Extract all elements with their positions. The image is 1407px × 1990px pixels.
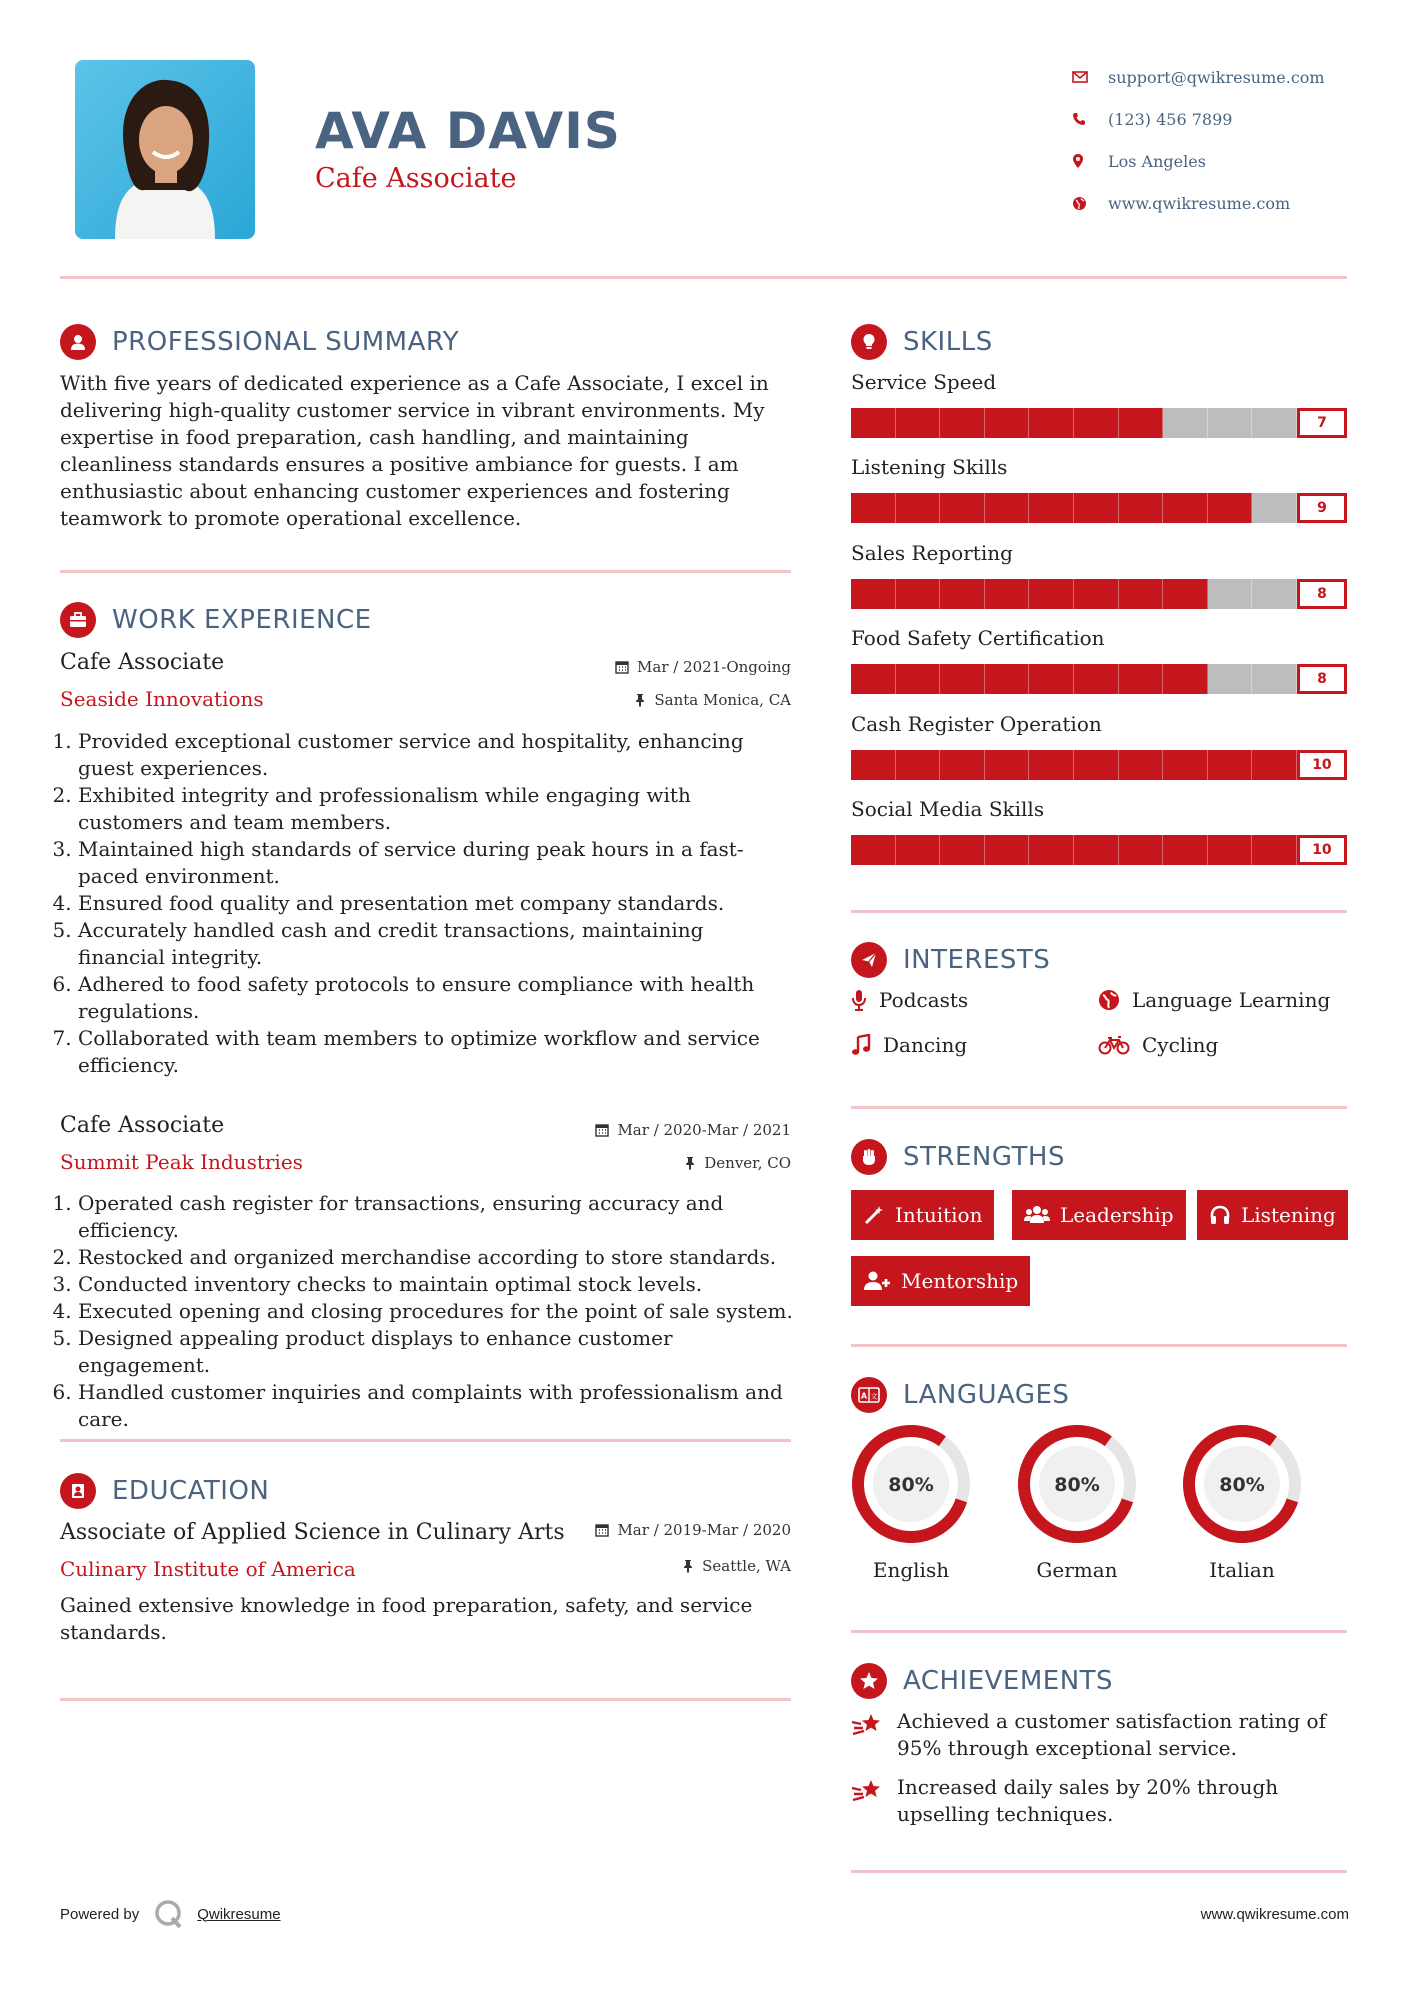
skill-segment-filled [851, 493, 896, 523]
skill-segment-filled [940, 579, 985, 609]
summary-title: PROFESSIONAL SUMMARY [112, 327, 460, 357]
pushpin-icon [634, 693, 646, 707]
skill-label: Listening Skills [851, 455, 1008, 480]
job-2-company: Summit Peak Industries [60, 1150, 303, 1174]
list-item: 3. Conducted inventory checks to maintain optimal stock levels. [78, 1271, 795, 1298]
list-item: 2. Exhibited integrity and professionalism while engaging with customers and team members. [78, 782, 795, 836]
skill-segment-filled [1208, 493, 1253, 523]
education-dates-text: Mar / 2019-Mar / 2020 [617, 1521, 791, 1539]
strength-listening [1197, 1190, 1348, 1240]
bicycle-icon [1098, 1035, 1130, 1055]
job-1-dates-text: Mar / 2021-Ongoing [637, 658, 791, 676]
svg-text:A: A [860, 1391, 868, 1401]
qwikresume-logo-icon [153, 1898, 185, 1930]
contact-location-text: Los Angeles [1108, 151, 1206, 171]
skill-segment-filled [896, 750, 941, 780]
language-name: German [1036, 1558, 1118, 1582]
job-2-dates [500, 1121, 791, 1139]
summary-divider [60, 570, 791, 573]
skill-segment-empty [1252, 493, 1297, 523]
language-icon [851, 1377, 887, 1413]
strengths-divider [851, 1344, 1347, 1347]
education-divider [60, 1698, 791, 1701]
skill-segment-filled [851, 408, 896, 438]
strength-label: Intuition [895, 1203, 983, 1227]
language-percent: 80% [1219, 1474, 1265, 1496]
language-ring [1182, 1424, 1302, 1544]
calendar-icon [595, 1123, 609, 1137]
pushpin-icon [684, 1156, 696, 1170]
skill-segment-filled [1252, 835, 1297, 865]
skill-segment-filled [1074, 408, 1119, 438]
skills-divider [851, 910, 1347, 913]
work-heading [60, 602, 372, 638]
achievement-text: Increased daily sales by 20% through upselling techniques. [897, 1775, 1279, 1826]
skill-segment-filled [1119, 664, 1164, 694]
headphones-icon [1209, 1204, 1231, 1226]
skill-segment-empty [1252, 579, 1297, 609]
interest-label: Cycling [1142, 1033, 1219, 1057]
achievements-heading [851, 1663, 1113, 1699]
job-1-company: Seaside Innovations [60, 687, 264, 711]
language-ring [851, 1424, 971, 1544]
skill-segment-filled [1029, 408, 1074, 438]
contact-location [1072, 140, 1325, 182]
fist-icon [851, 1139, 887, 1175]
language-percent: 80% [1054, 1474, 1100, 1496]
pushpin-icon [682, 1559, 694, 1573]
skill-bar [851, 493, 1347, 523]
language-item [1182, 1424, 1302, 1582]
skill-segment-filled [1074, 664, 1119, 694]
skill-segment-filled [851, 835, 896, 865]
language-name: English [872, 1558, 950, 1582]
skill-segment-filled [985, 835, 1030, 865]
skill-segment-empty [1252, 408, 1297, 438]
skill-segment-filled [1163, 664, 1208, 694]
skill-segment-filled [851, 579, 896, 609]
skill-segment-filled [1074, 835, 1119, 865]
job-2-bullets [60, 1190, 795, 1433]
skill-segment-filled [1074, 750, 1119, 780]
skill-segment-filled [851, 750, 896, 780]
education-text: Gained extensive knowledge in food preparation, safety, and service standards. [60, 1593, 753, 1644]
location-pin-icon [1072, 153, 1108, 169]
list-item: 1. Provided exceptional customer service and hospitality, enhancing guest experiences. [78, 728, 795, 782]
education-title: EDUCATION [112, 1476, 270, 1506]
header-divider [60, 276, 1347, 279]
group-icon [1024, 1204, 1050, 1226]
interest-label: Podcasts [879, 988, 969, 1012]
user-icon [60, 324, 96, 360]
achievement-item [851, 1708, 1351, 1762]
skill-segment-filled [1163, 493, 1208, 523]
contact-website-text: www.qwikresume.com [1108, 193, 1291, 213]
job-1-location-text: Santa Monica, CA [654, 691, 791, 709]
skill-segment-filled [985, 579, 1030, 609]
list-item: 1. Operated cash register for transactions, ensuring accuracy and efficiency. [78, 1190, 795, 1244]
interest-cycling [1098, 1033, 1218, 1057]
summary-heading [60, 324, 459, 360]
skill-segment-filled [985, 750, 1030, 780]
skill-segment-filled [1029, 579, 1074, 609]
job-2-location [500, 1154, 791, 1172]
achievements-title: ACHIEVEMENTS [903, 1666, 1114, 1696]
list-item: 6. Handled customer inquiries and complaints with professionalism and care. [78, 1379, 795, 1433]
education-degree: Associate of Applied Science in Culinary Arts [60, 1520, 565, 1545]
skill-bar [851, 750, 1347, 780]
skill-segment-filled [1029, 664, 1074, 694]
skill-segment-filled [1119, 835, 1164, 865]
job-2-title: Cafe Associate [60, 1113, 225, 1138]
magic-wand-icon [863, 1204, 885, 1226]
skill-segment-filled [940, 750, 985, 780]
shooting-star-icon [851, 1776, 883, 1804]
briefcase-icon [60, 602, 96, 638]
skill-segment-filled [1029, 835, 1074, 865]
skill-score: 8 [1297, 579, 1347, 609]
contact-email-text: support@qwikresume.com [1108, 67, 1325, 87]
shooting-star-icon [851, 1710, 883, 1738]
list-item: 5. Designed appealing product displays to enhance customer engagement. [78, 1325, 795, 1379]
strengths-title: STRENGTHS [903, 1142, 1065, 1172]
skill-segment-filled [940, 664, 985, 694]
skill-segment-filled [1163, 579, 1208, 609]
calendar-icon [595, 1523, 609, 1537]
skill-segment-empty [1163, 408, 1208, 438]
achievement-item [851, 1774, 1351, 1828]
skill-segment-filled [851, 664, 896, 694]
skill-score: 7 [1297, 408, 1347, 438]
interest-label: Language Learning [1132, 988, 1331, 1012]
contact-phone-text: (123) 456 7899 [1108, 109, 1233, 129]
education-location [500, 1557, 791, 1575]
interests-heading [851, 942, 1050, 978]
skill-segment-filled [1119, 408, 1164, 438]
footer-powered-by [60, 1898, 281, 1930]
job-2-location-text: Denver, CO [704, 1154, 791, 1172]
microphone-icon [851, 989, 867, 1011]
language-item [851, 1424, 971, 1582]
job-1-bullets [60, 728, 795, 1079]
svg-text:文: 文 [870, 1392, 878, 1401]
interests-title: INTERESTS [903, 945, 1051, 975]
language-percent: 80% [888, 1474, 934, 1496]
skills-heading [851, 324, 993, 360]
strength-label: Leadership [1060, 1203, 1174, 1227]
skill-segment-filled [1163, 835, 1208, 865]
language-item [1017, 1424, 1137, 1582]
strength-label: Mentorship [901, 1269, 1019, 1293]
skill-score: 8 [1297, 664, 1347, 694]
skill-score: 10 [1297, 835, 1347, 865]
phone-icon [1072, 112, 1108, 126]
job-1-location [500, 691, 791, 709]
skill-bar [851, 579, 1347, 609]
skill-segment-filled [1074, 579, 1119, 609]
education-heading [60, 1473, 269, 1509]
calendar-icon [615, 660, 629, 674]
skill-segment-filled [896, 408, 941, 438]
powered-by-text: Powered by [60, 1905, 140, 1923]
skill-label: Food Safety Certification [851, 626, 1105, 651]
interests-divider [851, 1106, 1347, 1109]
skill-segment-filled [1119, 579, 1164, 609]
interest-language-learning [1098, 988, 1330, 1012]
list-item: 7. Collaborated with team members to optimize workflow and service efficiency. [78, 1025, 795, 1079]
user-plus-icon [863, 1270, 891, 1292]
interest-label: Dancing [883, 1033, 968, 1057]
strength-label: Listening [1241, 1203, 1336, 1227]
skill-score: 9 [1297, 493, 1347, 523]
skills-title: SKILLS [903, 327, 993, 357]
skill-segment-filled [1208, 835, 1253, 865]
skill-segment-empty [1252, 664, 1297, 694]
strength-leadership [1012, 1190, 1186, 1240]
work-divider [60, 1439, 791, 1442]
envelope-icon [1072, 71, 1108, 83]
skill-segment-filled [1029, 750, 1074, 780]
language-name: Italian [1209, 1558, 1275, 1582]
skill-segment-empty [1208, 664, 1253, 694]
contact-website[interactable] [1072, 182, 1325, 224]
list-item: 3. Maintained high standards of service during peak hours in a fast-paced environment. [78, 836, 795, 890]
contact-phone[interactable] [1072, 98, 1325, 140]
achievements-divider [851, 1870, 1347, 1873]
lightbulb-icon [851, 324, 887, 360]
list-item: 4. Executed opening and closing procedures for the point of sale system. [78, 1298, 795, 1325]
skill-segment-filled [896, 664, 941, 694]
globe-icon [1072, 196, 1108, 211]
skill-segment-filled [896, 579, 941, 609]
skill-label: Sales Reporting [851, 540, 1013, 565]
skill-segment-filled [985, 493, 1030, 523]
education-dates [500, 1521, 791, 1539]
achievement-text: Achieved a customer satisfaction rating of 95% through exceptional service. [897, 1709, 1327, 1760]
skill-segment-filled [985, 408, 1030, 438]
skill-label: Social Media Skills [851, 797, 1045, 821]
skill-segment-filled [1208, 750, 1253, 780]
education-school: Culinary Institute of America [60, 1557, 356, 1581]
list-item: 5. Accurately handled cash and credit transactions, maintaining financial integrity. [78, 917, 795, 971]
interest-podcasts [851, 988, 968, 1012]
skill-segment-filled [940, 493, 985, 523]
skill-segment-empty [1208, 579, 1253, 609]
skill-segment-filled [940, 835, 985, 865]
paper-plane-icon [851, 942, 887, 978]
skill-segment-filled [985, 664, 1030, 694]
education-location-text: Seattle, WA [702, 1557, 791, 1575]
languages-title: LANGUAGES [903, 1380, 1070, 1410]
skill-segment-filled [1119, 750, 1164, 780]
strength-intuition [851, 1190, 994, 1240]
profile-photo [75, 60, 255, 239]
list-item: 2. Restocked and organized merchandise according to store standards. [78, 1244, 795, 1271]
footer-url[interactable]: www.qwikresume.com [1200, 1906, 1349, 1923]
interest-dancing [851, 1033, 967, 1057]
skill-label: Cash Register Operation [851, 711, 1102, 736]
strength-mentorship [851, 1256, 1030, 1306]
strengths-heading [851, 1139, 1065, 1175]
skill-segment-filled [1029, 493, 1074, 523]
globe-icon [1098, 989, 1120, 1011]
skill-segment-empty [1208, 408, 1253, 438]
work-title: WORK EXPERIENCE [112, 605, 372, 635]
list-item: 6. Adhered to food safety protocols to ensure compliance with health regulations. [78, 971, 795, 1025]
music-note-icon [851, 1034, 871, 1056]
candidate-job-title: Cafe Associate [315, 163, 517, 194]
trophy-star-icon [851, 1663, 887, 1699]
contact-email[interactable] [1072, 56, 1325, 98]
qwikresume-link[interactable]: Qwikresume [197, 1905, 281, 1923]
job-2-dates-text: Mar / 2020-Mar / 2021 [617, 1121, 791, 1139]
skill-segment-filled [1119, 493, 1164, 523]
skill-bar [851, 408, 1347, 438]
skill-score: 10 [1297, 750, 1347, 780]
skill-segment-filled [896, 835, 941, 865]
contact-list [1072, 56, 1325, 224]
languages-heading [851, 1377, 1069, 1413]
languages-divider [851, 1630, 1347, 1633]
job-1-dates [500, 658, 791, 676]
graduation-icon [60, 1473, 96, 1509]
candidate-name: AVA DAVIS [315, 102, 621, 160]
skill-segment-filled [1163, 750, 1208, 780]
skill-segment-filled [1074, 493, 1119, 523]
skill-segment-filled [1252, 750, 1297, 780]
summary-text: With five years of dedicated experience as a Cafe Associate, I excel in delivering high-quality customer service in vibrant environments. My expertise in food preparation, cash handling, and maintaining cleanliness standards ensures a positive ambiance for guests. I am enthusiastic about enhancing customer experiences and fostering teamwork to promote operational excellence. [60, 371, 769, 530]
skill-bar [851, 835, 1347, 865]
language-ring [1017, 1424, 1137, 1544]
list-item: 4. Ensured food quality and presentation met company standards. [78, 890, 795, 917]
skill-label: Service Speed [851, 370, 997, 394]
skill-segment-filled [940, 408, 985, 438]
skill-segment-filled [896, 493, 941, 523]
skill-bar [851, 664, 1347, 694]
job-1-title: Cafe Associate [60, 650, 225, 675]
